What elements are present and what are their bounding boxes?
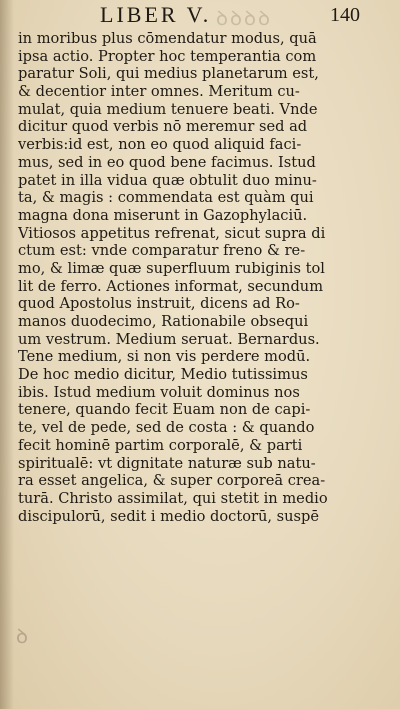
text-line: & decentior inter omnes. Meritum cu- xyxy=(18,83,300,101)
page-header xyxy=(0,2,400,28)
text-line: fecit hominē partim corporalē, & parti xyxy=(18,436,303,454)
running-head: LIBER V. xyxy=(100,2,212,27)
text-line: verbis:id est, non eo quod aliquid faci- xyxy=(18,136,302,154)
text-line: spiritualē: vt dignitate naturæ sub natu- xyxy=(18,454,316,472)
text-line: mus, sed in eo quod bene facimus. Istud xyxy=(18,153,316,171)
text-line: tenere, quando fecit Euam non de capi- xyxy=(18,401,311,419)
text-line: in moribus plus cōmendatur modus, quā xyxy=(18,30,317,47)
text-line: ctum est: vnde comparatur freno & re- xyxy=(18,242,306,260)
text-line: patet in illa vidua quæ obtulit duo minu- xyxy=(18,171,317,189)
text-line: magna dona miserunt in Gazophylaciū. xyxy=(18,206,308,224)
text-line: mulat, quia medium tenuere beati. Vnde xyxy=(18,100,318,118)
text-line: ipsa actio. Propter hoc temperantia com xyxy=(18,47,317,65)
text-line: paratur Soli, qui medius planetarum est, xyxy=(18,65,319,83)
text-line: discipulorū, sedit i medio doctorū, suspē xyxy=(18,507,320,525)
page-number: 140 xyxy=(330,4,360,26)
text-line: Tene medium, si non vis perdere modū. xyxy=(18,348,311,366)
bleed-through-text: ꝺꝺꝺꝺ xyxy=(216,8,272,30)
text-line: lit de ferro. Actiones informat, secundum xyxy=(18,277,324,295)
text-line: quod Apostolus instruit, dicens ad Ro- xyxy=(18,295,300,313)
gutter-shadow xyxy=(0,0,14,709)
body-text xyxy=(18,30,390,525)
text-line: mo, & limæ quæ superfluum rubiginis tol xyxy=(18,259,325,277)
text-line: ibis. Istud medium voluit dominus nos xyxy=(18,383,300,401)
text-line: ta, & magis : commendata est quàm qui xyxy=(18,189,314,207)
text-line: ra esset angelica, & super corporeā crea- xyxy=(18,472,326,490)
text-line: um vestrum. Medium seruat. Bernardus. xyxy=(18,330,320,348)
margin-mark: ꝺ xyxy=(16,626,28,648)
text-line: De hoc medio dicitur, Medio tutissimus xyxy=(18,366,308,384)
text-line: turā. Christo assimilat, qui stetit in medio xyxy=(18,489,328,507)
text-line: dicitur quod verbis nō meremur sed ad xyxy=(18,118,308,136)
text-line: Vitiosos appetitus refrenat, sicut supra di xyxy=(18,224,326,242)
text-line: manos duodecimo, Rationabile obsequi xyxy=(18,313,309,330)
text-line: te, vel de pede, sed de costa : & quando xyxy=(18,419,315,437)
